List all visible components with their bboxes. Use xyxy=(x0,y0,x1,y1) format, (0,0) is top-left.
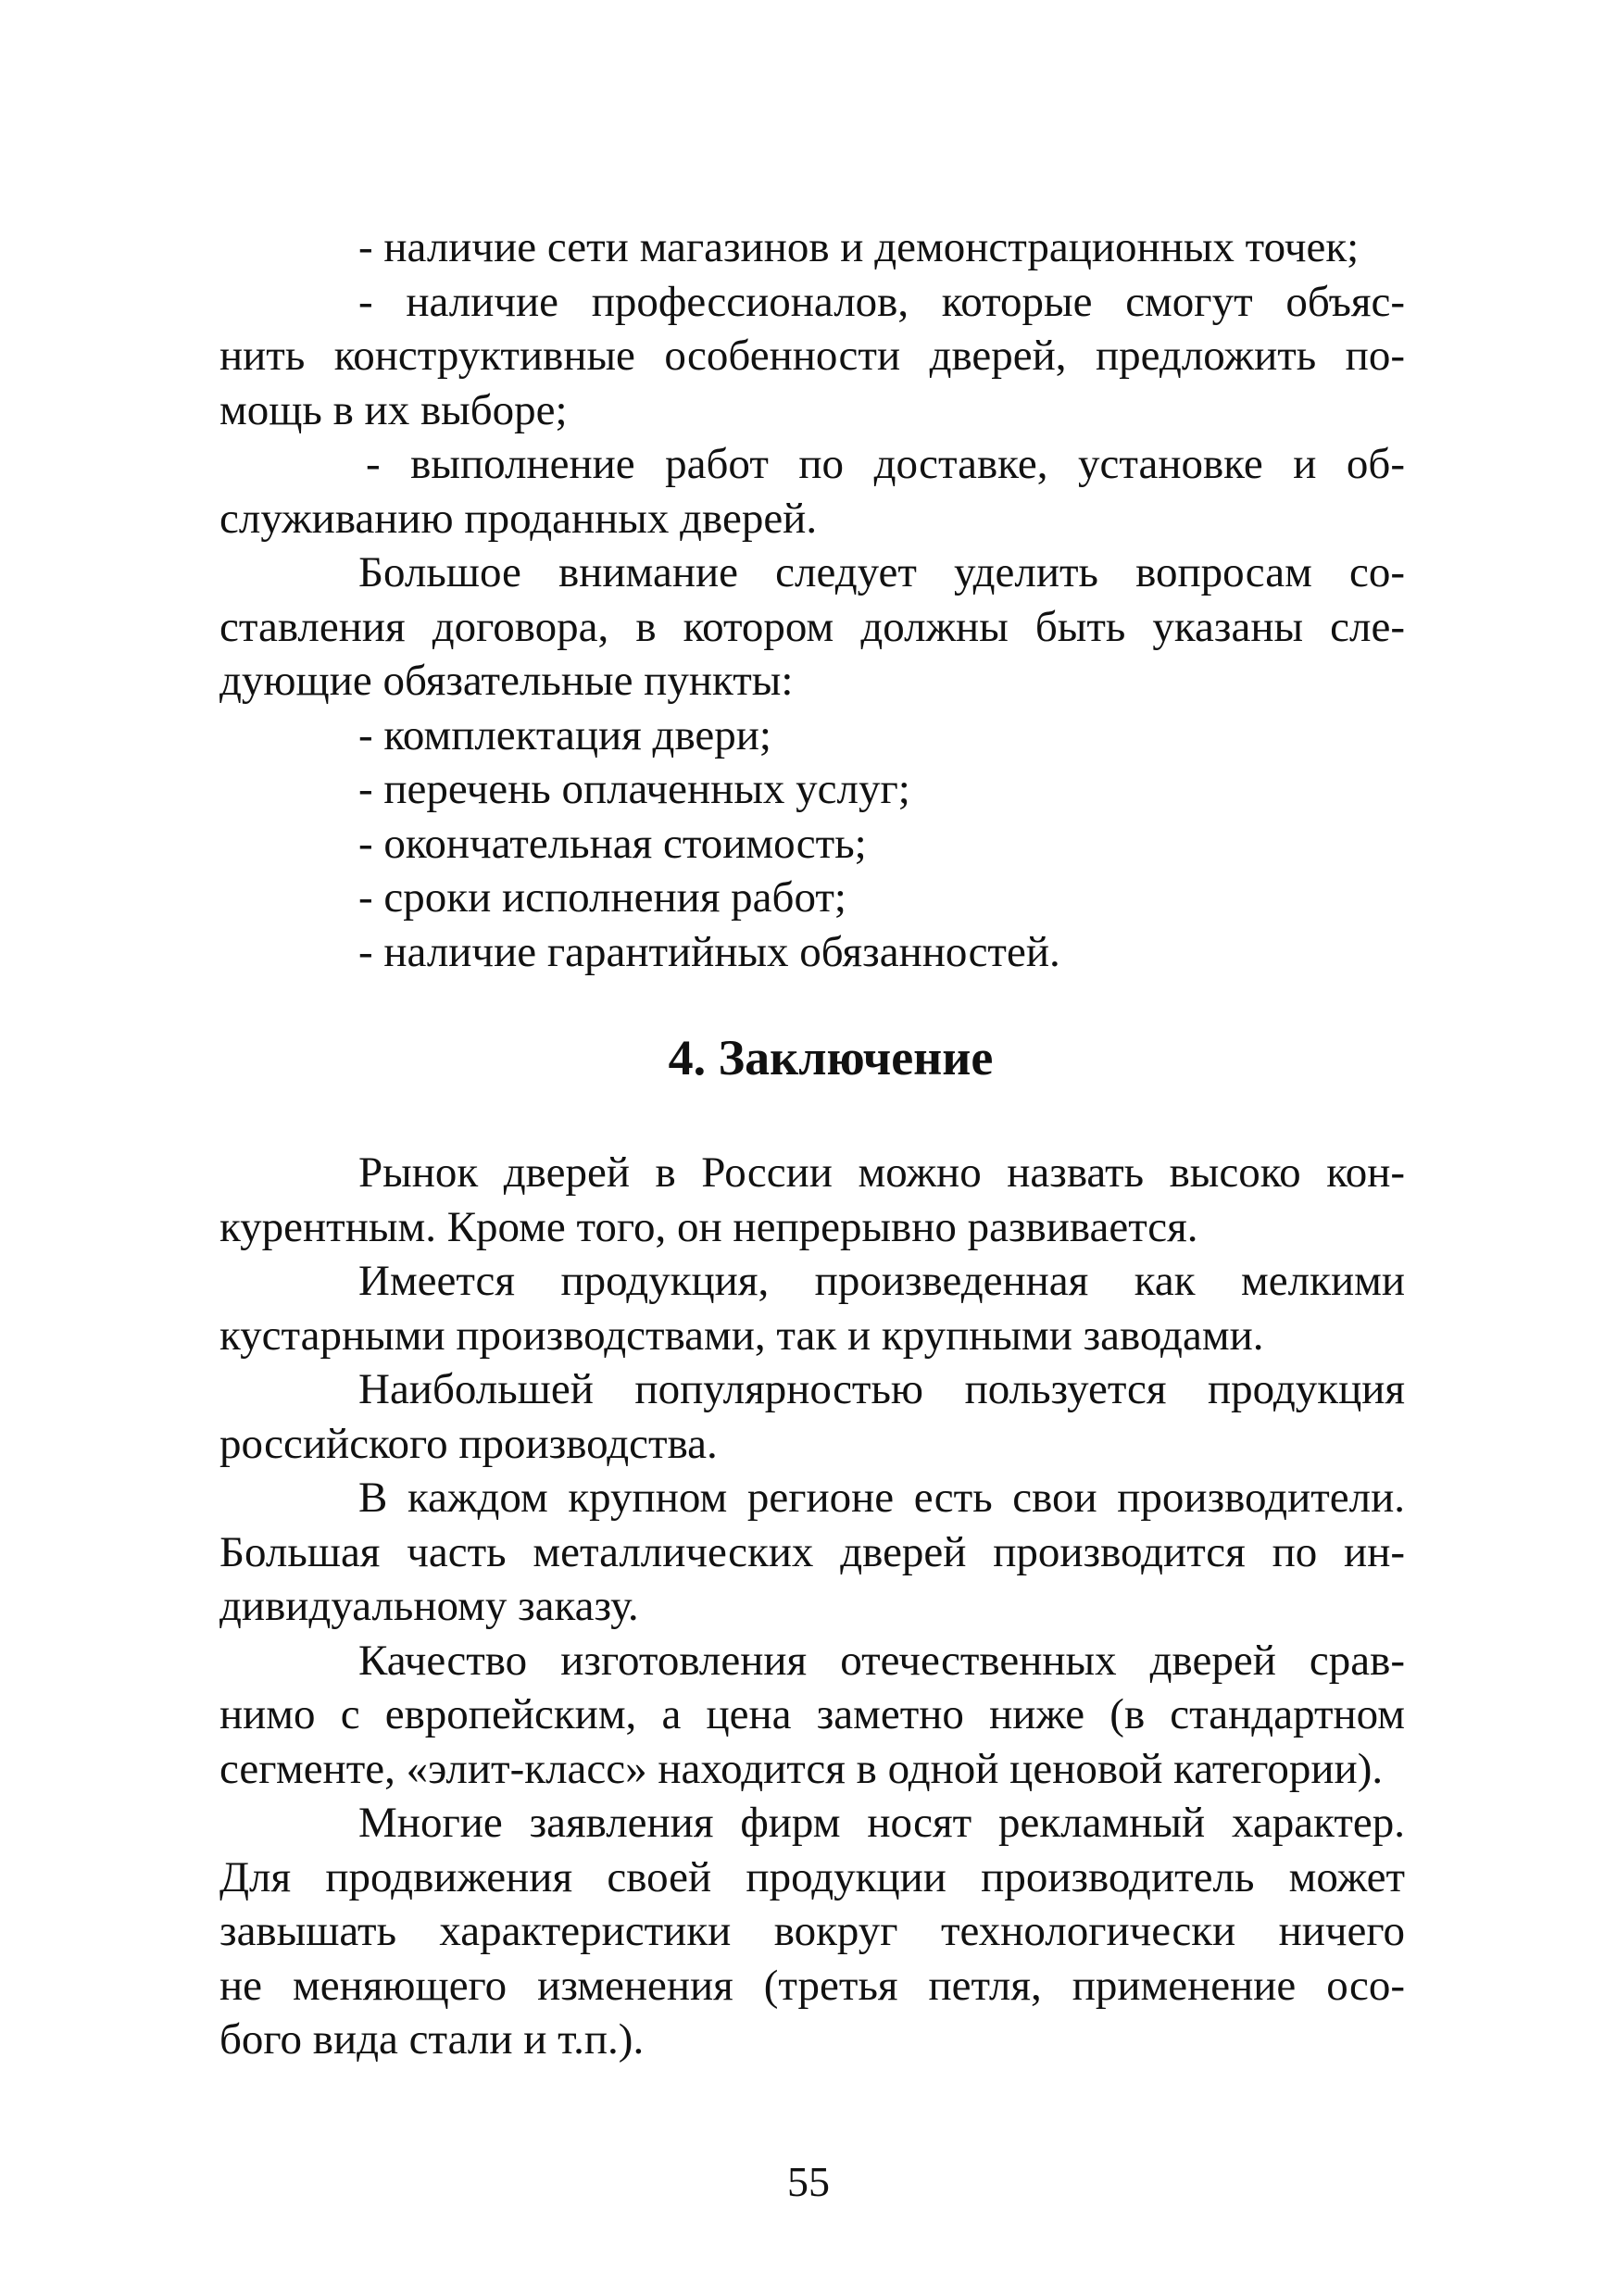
list-item-paid-services: - перечень оплаченных услуг; xyxy=(358,765,910,813)
paragraph-line: Для продвижения своей продукции производитель может xyxy=(219,1852,1405,1901)
list-item-professionals-line2: нить конструктивные особенности дверей, предложить по- xyxy=(219,332,1405,380)
list-item-deadlines: - сроки исполнения работ; xyxy=(358,873,846,922)
paragraph-regions xyxy=(219,1471,1405,1634)
list-item-professionals-line3: мощь в их выборе; xyxy=(219,385,568,434)
paragraph-contract-line1: Большое внимание следует уделить вопросам со- xyxy=(358,548,1405,596)
paragraph-line: Рынок дверей в России можно назвать высоко кон- xyxy=(358,1148,1405,1197)
paragraph-popularity xyxy=(219,1362,1405,1471)
paragraph-line: Многие заявления фирм носят рекламный характер. xyxy=(358,1799,1405,1847)
paragraph-line: сегменте, «элит-класс» находится в одной ценовой категории). xyxy=(219,1744,1384,1793)
list-item-delivery-line1: - выполнение работ по доставке, установке и об- xyxy=(366,440,1405,488)
paragraph-line: дивидуальному заказу. xyxy=(219,1582,639,1630)
paragraph-line: Имеется продукция, произведенная как мелкими xyxy=(358,1257,1405,1305)
paragraph-line: нимо с европейским, а цена заметно ниже (в стандартном xyxy=(219,1690,1405,1738)
paragraph-line: российского производства. xyxy=(219,1419,718,1468)
page-body xyxy=(219,220,1405,2067)
paragraph-line: В каждом крупном регионе есть свои производители. xyxy=(358,1474,1405,1522)
paragraph-line: курентным. Кроме того, он непрерывно развивается. xyxy=(219,1202,1198,1251)
list-item-shops: - наличие сети магазинов и демонстрационных точек; xyxy=(358,223,1360,271)
paragraph-advertising xyxy=(219,1796,1405,2067)
list-item-delivery-line2: служиванию проданных дверей. xyxy=(219,494,818,543)
paragraph-contract-line2: ставления договора, в котором должны быть указаны сле- xyxy=(219,602,1405,651)
page-number: 55 xyxy=(787,2158,830,2205)
list-item-final-cost: - окончательная стоимость; xyxy=(358,819,867,868)
paragraph-quality xyxy=(219,1634,1405,1797)
list-item-professionals-line1: - наличие профессионалов, которые смогут объяс- xyxy=(358,277,1405,326)
paragraph-products xyxy=(219,1254,1405,1362)
paragraph-line: Качество изготовления отечественных дверей срав- xyxy=(358,1636,1405,1685)
paragraph-line: Большая часть металлических дверей производится по ин- xyxy=(219,1527,1405,1576)
paragraph-market xyxy=(219,1146,1405,1254)
section-heading: 4. Заключение xyxy=(668,1030,994,1085)
paragraph-line: не меняющего изменения (третья петля, применение осо- xyxy=(219,1961,1405,2010)
paragraph-line: Наибольшей популярностью пользуется продукция xyxy=(358,1365,1405,1413)
paragraph-line: бого вида стали и т.п.). xyxy=(219,2015,645,2064)
list-item-warranty: - наличие гарантийных обязанностей. xyxy=(358,927,1060,976)
paragraph-line: кустарными производствами, так и крупными заводами. xyxy=(219,1311,1264,1360)
paragraph-line: завышать характеристики вокруг технологически ничего xyxy=(219,1907,1405,1955)
list-item-completeness: - комплектация двери; xyxy=(358,710,771,759)
paragraph-contract-line3: дующие обязательные пункты: xyxy=(219,657,794,705)
